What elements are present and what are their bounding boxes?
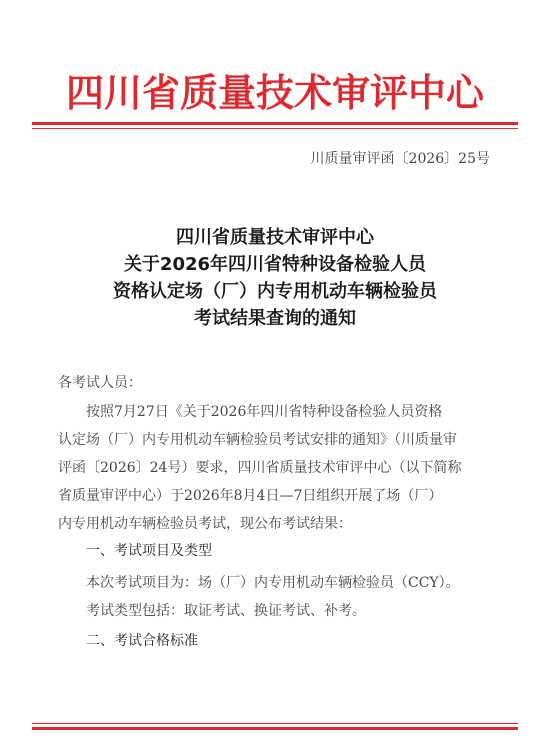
- title-line: 考试结果查询的通知: [194, 308, 356, 329]
- section1-line: 考试类型包括：取证考试、换证考试、补考。: [86, 603, 366, 619]
- salutation: 各考试人员：: [58, 375, 142, 391]
- body-line: 省质量审评中心）于2026年8月4日—7日组织开展了场（厂）: [58, 488, 443, 504]
- title-line: 四川省质量技术审评中心: [176, 227, 374, 248]
- footer-rule-thin: [32, 723, 518, 724]
- letterhead-title: 四川省质量技术审评中心: [65, 71, 484, 115]
- document-number: 川质量审评函〔2026〕25号: [310, 151, 490, 167]
- footer-rule-thick: [32, 727, 518, 730]
- body-line: 按照7月27日《关于2026年四川省特种设备检验人员资格: [86, 404, 443, 420]
- body-paragraph: [58, 398, 494, 538]
- letterhead-rule-thick: [32, 122, 518, 125]
- body-line: 内专用机动车辆检验员考试，现公布考试结果：: [58, 516, 352, 532]
- section-heading-2: 二、考试合格标准: [86, 633, 198, 649]
- title-line: 资格认定场（厂）内专用机动车辆检验员: [113, 281, 437, 302]
- title-line: 关于2026年四川省特种设备检验人员: [123, 254, 427, 275]
- section-heading-1: 一、考试项目及类型: [86, 543, 212, 559]
- body-line: 评函〔2026〕24号）要求，四川省质量技术审评中心（以下简称: [58, 460, 462, 476]
- section1-line: 本次考试项目为：场（厂）内专用机动车辆检验员（CCY）。: [86, 575, 460, 591]
- notice-title: [0, 224, 550, 332]
- body-line: 认定场（厂）内专用机动车辆检验员考试安排的通知》（川质量审: [58, 432, 457, 448]
- letterhead-rule-thin: [32, 128, 518, 129]
